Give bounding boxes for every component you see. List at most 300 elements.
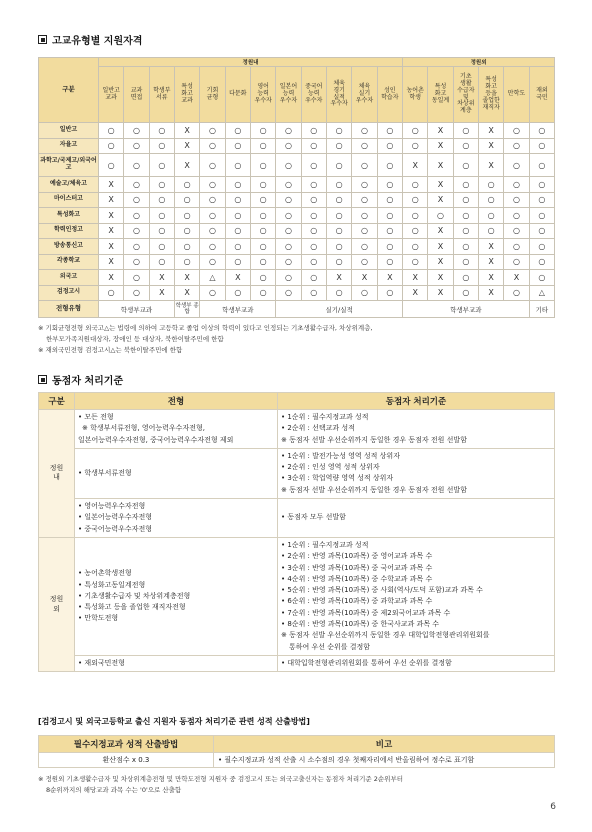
eligibility-mark: ○ <box>124 154 149 177</box>
criteria-line: • 2순위 : 반영 과목(10과목) 중 영어교과 과목 수 <box>281 552 433 561</box>
eligibility-mark: ○ <box>250 270 275 286</box>
criteria-cell <box>278 655 555 671</box>
eligibility-mark: ○ <box>326 254 351 270</box>
header-category: 구분 <box>39 393 75 410</box>
section1-title: 고교유형별 지원자격 <box>52 36 143 47</box>
header-method: 필수지정교과 성적 산출방법 <box>39 736 214 753</box>
eligibility-mark: X <box>403 270 428 286</box>
eligibility-mark: ○ <box>403 223 428 239</box>
section1-heading <box>38 32 142 47</box>
column-header: 체육 실기 우수자 <box>352 67 377 123</box>
eligibility-mark: X <box>174 154 199 177</box>
eligibility-mark: ○ <box>149 192 174 208</box>
eligibility-mark: ○ <box>479 208 504 224</box>
eligibility-mark: X <box>99 208 124 224</box>
column-header: 특성 화고 등을 졸업한 재직자 <box>479 67 504 123</box>
eligibility-mark: X <box>428 154 453 177</box>
criteria-line: • 2순위 : 인성 영역 성적 상위자 <box>281 463 380 472</box>
eligibility-mark: ○ <box>504 239 529 255</box>
eligibility-mark: ○ <box>250 254 275 270</box>
column-header: 일반고 교과 <box>99 67 124 123</box>
eligibility-mark: X <box>428 138 453 154</box>
column-header: 기초 생활 수급자 및 차상위 계층 <box>453 67 478 123</box>
eligibility-mark: X <box>403 285 428 301</box>
eligibility-mark: ○ <box>301 123 326 139</box>
section2-title: 동점자 처리기준 <box>52 376 124 387</box>
eligibility-mark: ○ <box>99 123 124 139</box>
criteria-line: • 6순위 : 반영 과목(10과목) 중 과학교과 과목 수 <box>281 597 433 606</box>
corner-header: 구분 <box>39 58 99 123</box>
eligibility-mark: X <box>225 270 250 286</box>
eligibility-mark: ○ <box>326 177 351 193</box>
eligibility-mark: ○ <box>149 138 174 154</box>
eligibility-mark: ○ <box>276 239 301 255</box>
eligibility-mark: ○ <box>174 254 199 270</box>
track-cell: 실기/실적 <box>276 301 403 318</box>
track-line: • 재외국민전형 <box>78 658 125 667</box>
eligibility-mark: ○ <box>377 254 402 270</box>
eligibility-mark: ○ <box>504 177 529 193</box>
eligibility-mark: X <box>479 239 504 255</box>
eligibility-mark: ○ <box>250 123 275 139</box>
eligibility-mark: ○ <box>124 239 149 255</box>
eligibility-mark: ○ <box>276 285 301 301</box>
eligibility-mark: ○ <box>403 177 428 193</box>
table-row <box>39 177 555 193</box>
eligibility-mark: ○ <box>301 223 326 239</box>
track-line: • 학생부서류전형 <box>78 468 132 477</box>
eligibility-mark: X <box>479 123 504 139</box>
row-header: 과학고/국제고/외국어고 <box>39 154 99 177</box>
eligibility-mark: ○ <box>225 254 250 270</box>
eligibility-mark: ○ <box>225 223 250 239</box>
method-cell: 환산점수 x 0.3 <box>39 753 214 768</box>
table-row <box>39 192 555 208</box>
eligibility-mark: ○ <box>352 285 377 301</box>
eligibility-mark: ○ <box>479 192 504 208</box>
eligibility-mark: ○ <box>124 285 149 301</box>
eligibility-mark: ○ <box>504 123 529 139</box>
eligibility-mark: ○ <box>479 223 504 239</box>
eligibility-mark: X <box>479 285 504 301</box>
tiebreak-table <box>38 392 555 672</box>
eligibility-mark: X <box>99 239 124 255</box>
eligibility-mark: ○ <box>529 239 554 255</box>
eligibility-mark: ○ <box>124 123 149 139</box>
eligibility-mark: ○ <box>124 208 149 224</box>
eligibility-mark: ○ <box>529 123 554 139</box>
eligibility-mark: ○ <box>301 154 326 177</box>
eligibility-mark: ○ <box>326 123 351 139</box>
column-header: 학생부 서류 <box>149 67 174 123</box>
eligibility-mark: ○ <box>352 177 377 193</box>
eligibility-mark: ○ <box>453 138 478 154</box>
eligibility-mark: X <box>99 254 124 270</box>
track-line: 일본어능력우수자전형, 중국어능력우수자전형 제외 <box>78 435 234 444</box>
eligibility-mark: ○ <box>276 208 301 224</box>
criteria-cell <box>278 448 555 498</box>
eligibility-mark: X <box>99 192 124 208</box>
eligibility-mark: X <box>428 254 453 270</box>
track-cell <box>75 448 278 498</box>
remark-cell: • 필수지정교과 성적 산출 시 소수점의 경우 첫째자리에서 반올림하여 정수로 표기함 <box>214 753 555 768</box>
criteria-line: • 2순위 : 선택교과 성적 <box>281 424 355 433</box>
table-row <box>39 223 555 239</box>
table-row <box>39 208 555 224</box>
eligibility-mark: ○ <box>301 177 326 193</box>
square-bullet-icon <box>38 375 47 384</box>
eligibility-mark: ○ <box>504 208 529 224</box>
eligibility-mark: ○ <box>529 223 554 239</box>
eligibility-mark: ○ <box>453 177 478 193</box>
column-header: 만학도 <box>504 67 529 123</box>
eligibility-mark: ○ <box>276 123 301 139</box>
track-line: ※ 학생부서류전형, 영어능력우수자전형, <box>82 424 205 433</box>
eligibility-mark: ○ <box>200 177 225 193</box>
eligibility-mark: ○ <box>276 154 301 177</box>
section1-notes <box>38 323 373 356</box>
column-header: 일본어 능력 우수자 <box>276 67 301 123</box>
criteria-line: • 8순위 : 반영 과목(10과목) 중 한국사교과 과목 수 <box>281 620 440 629</box>
table-row <box>39 285 555 301</box>
eligibility-mark: ○ <box>174 192 199 208</box>
eligibility-mark: ○ <box>326 239 351 255</box>
criteria-line: • 3순위 : 반영 과목(10과목) 중 국어교과 과목 수 <box>281 563 433 572</box>
note-line: 한부모가족지원대상자, 장애인 등 대상자, 북한이탈주민에 한함 <box>46 335 224 343</box>
row-header: 자율고 <box>39 138 99 154</box>
criteria-line: ※ 동점자 선발 우선순위까지 동일한 경우 대학입학전형관리위원회를 <box>281 631 490 640</box>
eligibility-mark: ○ <box>124 223 149 239</box>
track-cell <box>75 499 278 538</box>
column-header: 기회 균형 <box>200 67 225 123</box>
eligibility-mark: ○ <box>504 223 529 239</box>
eligibility-mark: ○ <box>276 254 301 270</box>
eligibility-mark: ○ <box>301 138 326 154</box>
eligibility-mark: ○ <box>453 154 478 177</box>
eligibility-mark: ○ <box>453 254 478 270</box>
eligibility-mark: ○ <box>250 239 275 255</box>
eligibility-mark: ○ <box>377 192 402 208</box>
eligibility-mark: ○ <box>250 285 275 301</box>
header-criteria: 동점자 처리기준 <box>278 393 555 410</box>
eligibility-mark: ○ <box>149 208 174 224</box>
eligibility-mark: ○ <box>225 208 250 224</box>
group-header-out: 정원외 <box>403 58 555 67</box>
track-cell <box>75 655 278 671</box>
column-header: 중국어 능력 우수자 <box>301 67 326 123</box>
eligibility-mark: X <box>428 239 453 255</box>
track-line: • 특성화고 등을 졸업한 재직자전형 <box>78 603 186 612</box>
eligibility-mark: ○ <box>326 154 351 177</box>
criteria-line: • 5순위 : 반영 과목(10과목) 중 사회(역사/도덕 포함)교과 과목 수 <box>281 586 483 595</box>
track-line: • 만학도전형 <box>78 614 119 623</box>
eligibility-mark: X <box>377 270 402 286</box>
column-header: 성인 학습자 <box>377 67 402 123</box>
criteria-line: • 1순위 : 필수지정교과 성적 <box>281 540 369 549</box>
eligibility-mark: ○ <box>250 208 275 224</box>
eligibility-mark: ○ <box>149 239 174 255</box>
eligibility-mark: ○ <box>479 177 504 193</box>
column-header: 특성 화고 동일계 <box>428 67 453 123</box>
eligibility-mark: ○ <box>149 223 174 239</box>
criteria-line: • 1순위 : 발전가능성 영역 성적 상위자 <box>281 451 400 460</box>
group-in-cell <box>39 410 75 538</box>
eligibility-mark: ○ <box>301 270 326 286</box>
eligibility-mark: ○ <box>149 254 174 270</box>
eligibility-mark: ○ <box>276 192 301 208</box>
eligibility-mark: ○ <box>352 239 377 255</box>
eligibility-mark: ○ <box>403 239 428 255</box>
eligibility-mark: ○ <box>250 192 275 208</box>
eligibility-mark: ○ <box>200 223 225 239</box>
track-line: • 일본어능력우수자전형 <box>78 513 152 522</box>
eligibility-mark: ○ <box>352 254 377 270</box>
criteria-line: • 1순위 : 필수지정교과 성적 <box>281 413 369 421</box>
eligibility-mark: ○ <box>529 254 554 270</box>
eligibility-mark: ○ <box>276 270 301 286</box>
note-line: ※ 재외국민전형 검정고시△는 북한이탈주민에 한함 <box>38 346 183 354</box>
eligibility-mark: X <box>479 154 504 177</box>
criteria-line: ※ 동점자 선발 우선순위까지 동일한 경우 동점자 전원 선발함 <box>281 435 467 444</box>
eligibility-mark: ○ <box>377 223 402 239</box>
row-header: 예술고/체육고 <box>39 177 99 193</box>
track-line: • 영어능력우수자전형 <box>78 502 146 511</box>
eligibility-mark: X <box>99 177 124 193</box>
eligibility-mark: ○ <box>250 177 275 193</box>
track-label: 전형유형 <box>39 301 99 318</box>
eligibility-mark: ○ <box>453 285 478 301</box>
eligibility-mark: ○ <box>529 177 554 193</box>
eligibility-mark: ○ <box>225 138 250 154</box>
eligibility-mark: ○ <box>276 177 301 193</box>
section3-title: [검정고시 및 외국고등학교 출신 지원자 동점자 처리기준 관련 성적 산출방법] <box>38 717 310 726</box>
eligibility-mark: ○ <box>403 123 428 139</box>
eligibility-mark: ○ <box>200 138 225 154</box>
row-header: 학력인정고 <box>39 223 99 239</box>
header-track: 전형 <box>75 393 278 410</box>
eligibility-mark: ○ <box>124 138 149 154</box>
eligibility-mark: ○ <box>124 192 149 208</box>
eligibility-mark: X <box>428 223 453 239</box>
eligibility-mark: ○ <box>453 270 478 286</box>
table-row <box>39 154 555 177</box>
section2-heading <box>38 372 123 387</box>
eligibility-mark: ○ <box>403 192 428 208</box>
eligibility-mark: ○ <box>529 192 554 208</box>
eligibility-mark: ○ <box>276 223 301 239</box>
eligibility-mark: ○ <box>377 154 402 177</box>
group-out-cell <box>39 537 75 671</box>
criteria-line: • 7순위 : 반영 과목(10과목) 중 제2외국어교과 과목 수 <box>281 608 451 617</box>
column-header: 재외 국민 <box>529 67 554 123</box>
group-in-label: 정원 내 <box>49 463 64 482</box>
eligibility-mark: ○ <box>453 239 478 255</box>
eligibility-mark: X <box>428 177 453 193</box>
eligibility-mark: ○ <box>377 285 402 301</box>
eligibility-mark: ○ <box>276 138 301 154</box>
group-header-in: 정원내 <box>99 58 403 67</box>
eligibility-mark: ○ <box>453 123 478 139</box>
eligibility-mark: ○ <box>99 154 124 177</box>
eligibility-mark: ○ <box>529 270 554 286</box>
track-cell: 학생부교과 <box>200 301 276 318</box>
row-header: 방송통신고 <box>39 239 99 255</box>
track-cell <box>75 537 278 655</box>
criteria-line: • 3순위 : 학업역량 영역 성적 상위자 <box>281 474 394 483</box>
eligibility-mark: ○ <box>225 123 250 139</box>
square-bullet-icon <box>38 35 47 44</box>
eligibility-mark: X <box>428 123 453 139</box>
eligibility-mark: ○ <box>301 208 326 224</box>
eligibility-mark: ○ <box>453 208 478 224</box>
eligibility-mark: ○ <box>250 223 275 239</box>
eligibility-mark: ○ <box>326 192 351 208</box>
eligibility-mark: X <box>479 270 504 286</box>
eligibility-mark: X <box>428 192 453 208</box>
eligibility-mark: ○ <box>174 208 199 224</box>
column-header: 교과 면접 <box>124 67 149 123</box>
eligibility-mark: X <box>326 270 351 286</box>
criteria-line: 통하여 우선 순위를 결정함 <box>289 642 371 651</box>
eligibility-mark: ○ <box>200 154 225 177</box>
eligibility-mark: ○ <box>377 138 402 154</box>
track-cell: 학생부 종합 <box>174 301 199 318</box>
eligibility-mark: ○ <box>225 285 250 301</box>
eligibility-mark: X <box>174 138 199 154</box>
eligibility-mark: ○ <box>352 223 377 239</box>
table-row <box>39 270 555 286</box>
eligibility-mark: X <box>99 223 124 239</box>
eligibility-mark: ○ <box>453 223 478 239</box>
eligibility-mark: ○ <box>504 138 529 154</box>
note-line: ※ 정원외 기초생활수급자 및 차상위계층전형 및 만학도전형 지원자 중 검정고시 또는 외국고출신자는 동점자 처리기준 2순위부터 <box>38 775 404 783</box>
track-cell: 학생부교과 <box>403 301 530 318</box>
eligibility-mark: ○ <box>326 138 351 154</box>
eligibility-mark: ○ <box>326 285 351 301</box>
eligibility-mark: X <box>174 285 199 301</box>
table-row <box>39 254 555 270</box>
row-header: 특성화고 <box>39 208 99 224</box>
eligibility-mark: ○ <box>124 270 149 286</box>
track-cell: 기타 <box>529 301 554 318</box>
table-row <box>39 123 555 139</box>
eligibility-mark: X <box>99 270 124 286</box>
row-header: 일반고 <box>39 123 99 139</box>
eligibility-mark: ○ <box>301 192 326 208</box>
eligibility-mark: ○ <box>529 208 554 224</box>
eligibility-mark: ○ <box>504 192 529 208</box>
criteria-cell <box>278 499 555 538</box>
eligibility-mark: △ <box>200 270 225 286</box>
eligibility-mark: ○ <box>377 123 402 139</box>
column-header: 다문화 <box>225 67 250 123</box>
eligibility-mark: ○ <box>377 177 402 193</box>
score-method-table <box>38 735 555 768</box>
criteria-line: ※ 동점자 선발 우선순위까지 동일한 경우 동점자 전원 선발함 <box>281 485 467 494</box>
eligibility-mark: ○ <box>301 254 326 270</box>
eligibility-mark: ○ <box>124 177 149 193</box>
criteria-line: • 대학입학전형관리위원회를 통하여 우선 순위를 결정함 <box>281 658 452 667</box>
column-header: 영어 능력 우수자 <box>250 67 275 123</box>
eligibility-mark: X <box>149 285 174 301</box>
note-line: 8순위까지의 해당교과 과목 수는 '0'으로 산출함 <box>46 786 182 794</box>
page-number: 6 <box>550 802 556 812</box>
eligibility-mark: ○ <box>200 285 225 301</box>
eligibility-mark: ○ <box>352 123 377 139</box>
eligibility-mark: ○ <box>174 223 199 239</box>
eligibility-mark: ○ <box>403 208 428 224</box>
eligibility-mark: ○ <box>99 285 124 301</box>
eligibility-mark: ○ <box>225 239 250 255</box>
eligibility-mark: ○ <box>428 208 453 224</box>
table-row <box>39 138 555 154</box>
eligibility-mark: ○ <box>326 223 351 239</box>
row-header: 외국고 <box>39 270 99 286</box>
eligibility-mark: ○ <box>453 192 478 208</box>
eligibility-mark: ○ <box>301 239 326 255</box>
eligibility-mark: ○ <box>352 138 377 154</box>
eligibility-mark: ○ <box>124 254 149 270</box>
eligibility-mark: X <box>504 270 529 286</box>
eligibility-mark: ○ <box>225 192 250 208</box>
eligibility-mark: X <box>403 154 428 177</box>
row-header: 검정고시 <box>39 285 99 301</box>
column-header: 농어촌 학생 <box>403 67 428 123</box>
eligibility-mark: ○ <box>504 285 529 301</box>
eligibility-mark: X <box>428 270 453 286</box>
eligibility-mark: ○ <box>250 138 275 154</box>
eligibility-mark: ○ <box>352 192 377 208</box>
track-line: • 농어촌학생전형 <box>78 569 132 578</box>
criteria-cell <box>278 537 555 655</box>
eligibility-mark: ○ <box>99 138 124 154</box>
eligibility-mark: X <box>428 285 453 301</box>
eligibility-mark: ○ <box>174 239 199 255</box>
eligibility-mark: ○ <box>250 154 275 177</box>
eligibility-mark: ○ <box>504 154 529 177</box>
section3-notes <box>38 774 403 796</box>
eligibility-mark: ○ <box>149 154 174 177</box>
eligibility-mark: X <box>479 138 504 154</box>
criteria-line: • 4순위 : 반영 과목(10과목) 중 수학교과 과목 수 <box>281 574 433 583</box>
eligibility-mark: ○ <box>200 254 225 270</box>
eligibility-mark: ○ <box>352 154 377 177</box>
track-line: • 모든 전형 <box>78 413 114 421</box>
note-line: ※ 기회균형전형 외국고△는 법령에 의하여 고등학교 졸업 이상의 학력이 있다고 인정되는 기초생활수급자, 차상위계층, <box>38 324 373 332</box>
eligibility-mark: X <box>174 123 199 139</box>
eligibility-mark: ○ <box>225 177 250 193</box>
eligibility-mark: ○ <box>301 285 326 301</box>
eligibility-mark: ○ <box>377 239 402 255</box>
eligibility-mark: ○ <box>377 208 402 224</box>
eligibility-table <box>38 57 555 318</box>
track-cell <box>75 410 278 449</box>
row-header: 각종학교 <box>39 254 99 270</box>
eligibility-mark: ○ <box>326 208 351 224</box>
eligibility-mark: ○ <box>352 208 377 224</box>
eligibility-mark: X <box>174 270 199 286</box>
eligibility-mark: ○ <box>200 192 225 208</box>
eligibility-mark: ○ <box>149 177 174 193</box>
eligibility-mark: ○ <box>200 239 225 255</box>
track-line: • 중국어능력우수자전형 <box>78 524 152 533</box>
eligibility-mark: X <box>149 270 174 286</box>
row-header: 마이스터고 <box>39 192 99 208</box>
eligibility-mark: ○ <box>225 154 250 177</box>
header-remark: 비고 <box>214 736 555 753</box>
eligibility-mark: X <box>479 254 504 270</box>
eligibility-mark: ○ <box>403 138 428 154</box>
